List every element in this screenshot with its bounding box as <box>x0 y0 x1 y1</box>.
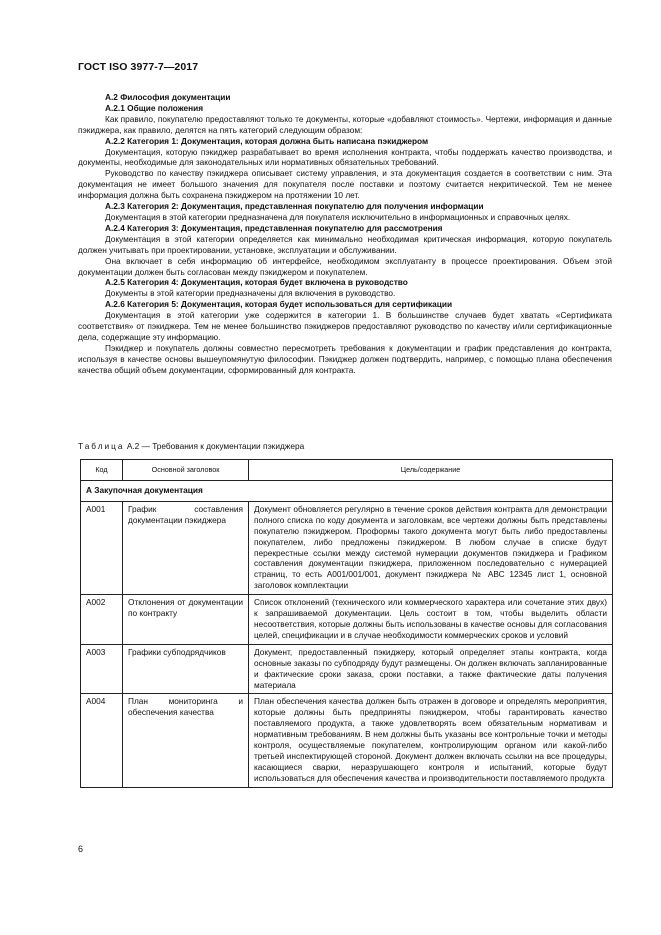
requirements-table <box>80 459 613 788</box>
section-heading: А.2.5 Категория 4: Документация, которая будет включена в руководство <box>105 277 408 288</box>
cell-description: Документ, предоставленный пэкиджеру, который определяет этапы контракта, когда основные заказы по субподряду будут размещены. Он должен включать запланированные и фактические сроки заказа, сроки поставки, а также фактические даты получения материала <box>249 644 613 694</box>
cell-description: Документ обновляется регулярно в течение сроков действия контракта для демонстрации полного списка по коду документа и заголовкам, все чертежи должны быть представлены покупателю пэкиджером. Проформы такого документа могут быть либо предоставлены покупателем, либо предложены пэкиджером. В любом случае в списке будут перекрестные ссылки между системой нумерации документов пэкиджера и Графиком составления документации пэкиджера, приложенном последовательно с нумерацией страниц, то есть А001/001/001, документ пэкиджера № АВС 12345 лист 1, основной заголовок комплектации <box>249 501 613 594</box>
section-heading: А.2.6 Категория 5: Документация, которая будет использоваться для сертификации <box>105 299 453 310</box>
section-heading: А.2.2 Категория 1: Документация, которая должна быть написана пэкиджером <box>105 135 429 146</box>
table-row <box>81 595 613 645</box>
table-row <box>81 501 613 594</box>
section-heading: А.2 Философия документации <box>105 92 231 102</box>
column-header-purpose: Цель/содержание <box>249 460 613 481</box>
cell-code: А003 <box>81 644 123 694</box>
section-heading: А.2.1 Общие положения <box>105 102 204 113</box>
cell-code: А001 <box>81 501 123 594</box>
cell-title: План мониторинга и обеспечения качества <box>123 694 249 787</box>
table-row <box>81 644 613 694</box>
cell-title: Графики субподрядчиков <box>123 644 249 694</box>
table-header-row <box>81 460 613 481</box>
table-caption-label: Таблица <box>78 441 125 451</box>
paragraph: Документация, которую пэкиджер разрабатывает во время исполнения контракта, чтобы поддержать качество производства, и документы, необходимые для законодательных или нормативных обязательных требований. <box>78 146 612 168</box>
cell-code: А002 <box>81 595 123 645</box>
paragraph: Как правило, покупателю предоставляют только те документы, которые «добавляют стоимость». Чертежи, информация и данные пэкиджера, как правило, делятся на пять категорий следующим образом: <box>78 113 612 135</box>
column-header-title: Основной заголовок <box>123 460 249 481</box>
paragraph: Документы в этой категории предназначены для включения в руководство. <box>105 288 396 299</box>
section-heading: А.2.4 Категория 3: Документация, представленная покупателю для рассмотрения <box>105 222 443 233</box>
paragraph: Документация в этой категории определяется как минимально необходимая критическая информация, которую покупатель должен учитывать при проектировании, установке, эксплуатации и обслуживании. <box>78 233 612 255</box>
cell-description: План обеспечения качества должен быть отражен в договоре и определять мероприятия, которые должны быть предприняты пэкиджером, чтобы гарантировать качество поставляемого продукта, а также удовлетворять всем обязательным нормативам и нормативным требованиям. В нем должны быть указаны все контрольные точки и методы контроля, осуществляемые покупателем, контролирующим органом или какой-либо третьей инспектирующей стороной. Документ должен включать ссылки на все процедуры, касающиеся сварки, неразрушающего контроля и испытаний, которые будут использоваться для обеспечения качества и производительности поставляемого продукта <box>249 694 613 787</box>
paragraph: Пэкиджер и покупатель должны совместно пересмотреть требования к документации и график представления до контракта, используя в качестве основы вышеупомянутую философии. Пэкиджер должен подтвердить, например, с помощью плана обеспечения качества общий объем документации, сформированный для контракта. <box>78 342 612 375</box>
section-heading: А.2.3 Категория 2: Документация, представленная покупателю для получения информации <box>105 201 484 212</box>
table-row <box>81 694 613 787</box>
body-text <box>78 92 612 376</box>
paragraph: Документация в этой категории предназначена для покупателя исключительно в информационных и справочных целях. <box>105 211 571 222</box>
table-caption <box>78 441 304 451</box>
document-header: ГОСТ ISO 3977-7—2017 <box>78 61 199 73</box>
column-header-code: Код <box>81 460 123 481</box>
table-caption-text: А.2 — Требования к документации пэкиджера <box>124 441 305 451</box>
table-section-row <box>81 481 613 502</box>
cell-title: Отклонения от документации по контракту <box>123 595 249 645</box>
cell-code: А004 <box>81 694 123 787</box>
page-number: 6 <box>78 844 84 854</box>
paragraph: Документация в этой категории уже содержится в категории 1. В большинстве случаев будет хватать «Сертификата соответствия» от пэкиджера. Тем не менее большинство пэкиджеров предоставляют руководство по качеству и/или сертификационные дела, содержащие эту информацию. <box>78 310 612 342</box>
section-title: А Закупочная документация <box>81 481 613 502</box>
cell-description: Список отклонений (технического или коммерческого характера или сочетание этих двух) к запрашиваемой документации. Цель состоит в том, чтобы выделить области несоответствия, которые должны быть использованы в качестве основы для согласования целей, спецификации и в случае необходимости коммерческих сроков и условий <box>249 595 613 645</box>
paragraph: Она включает в себя информацию об интерфейсе, необходимом эксплуатанту в процессе проектирования. Объем этой документации должен быть согласован между пэкиджером и покупателем. <box>78 255 612 277</box>
cell-title: График составления документации пэкиджера <box>123 501 249 594</box>
paragraph: Руководство по качеству пэкиджера описывает систему управления, и эта документация создается в соответствии с ним. Эта документация не имеет большого значения для покупателя после поставки и поэтому считается некритической. Тем не менее информация должна быть сохранена пэкиджером на протяжении 10 лет. <box>78 168 612 201</box>
